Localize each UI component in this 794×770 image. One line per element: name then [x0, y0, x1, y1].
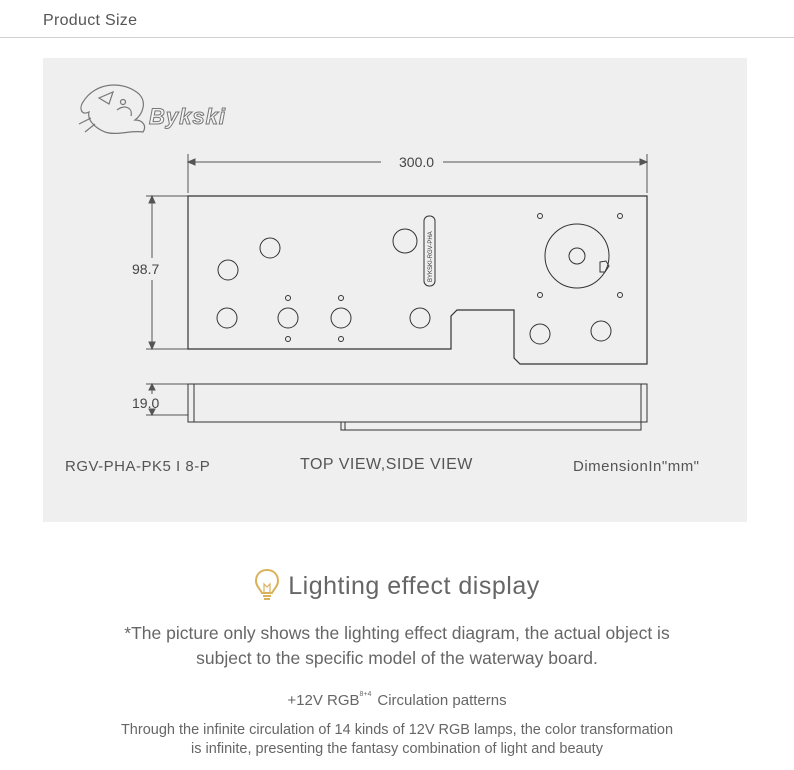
- side-view-outline: [188, 384, 647, 430]
- rgb-superscript: 8+4: [359, 691, 372, 698]
- plate-logo-text: BYKSKI-RGV-PHA: [428, 231, 434, 282]
- note-line-2: subject to the specific model of the waterway board.: [196, 648, 598, 668]
- dimension-drawing-panel: [43, 58, 747, 522]
- rgb-prefix: +12V RGB: [287, 692, 360, 709]
- lighting-description: [40, 721, 754, 759]
- height-dimension-label: 98.7: [132, 261, 160, 277]
- note-line-1: *The picture only shows the lighting effect diagram, the actual object is: [124, 623, 670, 643]
- brand-logo: [79, 85, 226, 133]
- lighting-note: [30, 621, 764, 671]
- unit-label: DimensionIn"mm": [573, 458, 700, 475]
- section-title: Product Size: [43, 12, 138, 29]
- thickness-dimension-label: 19.0: [132, 395, 160, 411]
- view-label: TOP VIEW,SIDE VIEW: [300, 456, 473, 473]
- rgb-line: [0, 691, 794, 709]
- brand-wordmark: Bykski: [149, 104, 226, 129]
- title-divider: [0, 37, 794, 38]
- pump-port: [545, 224, 609, 288]
- desc-line-1: Through the infinite circulation of 14 kinds of 12V RGB lamps, the color transformation: [120, 722, 674, 738]
- model-number: RGV-PHA-PK5 I 8-P: [65, 458, 211, 475]
- desc-line-2: is infinite, presenting the fantasy combination of light and beauty: [191, 741, 603, 757]
- lightbulb-icon: [254, 568, 280, 604]
- width-dimension-label: 300.0: [399, 154, 435, 170]
- lighting-title: Lighting effect display: [288, 571, 540, 600]
- mounting-holes: [217, 214, 623, 345]
- rgb-suffix: Circulation patterns: [377, 692, 507, 709]
- lighting-heading: [0, 568, 794, 609]
- plate-logo: [424, 216, 435, 286]
- technical-drawing: [43, 58, 747, 522]
- top-view-outline: [188, 196, 647, 364]
